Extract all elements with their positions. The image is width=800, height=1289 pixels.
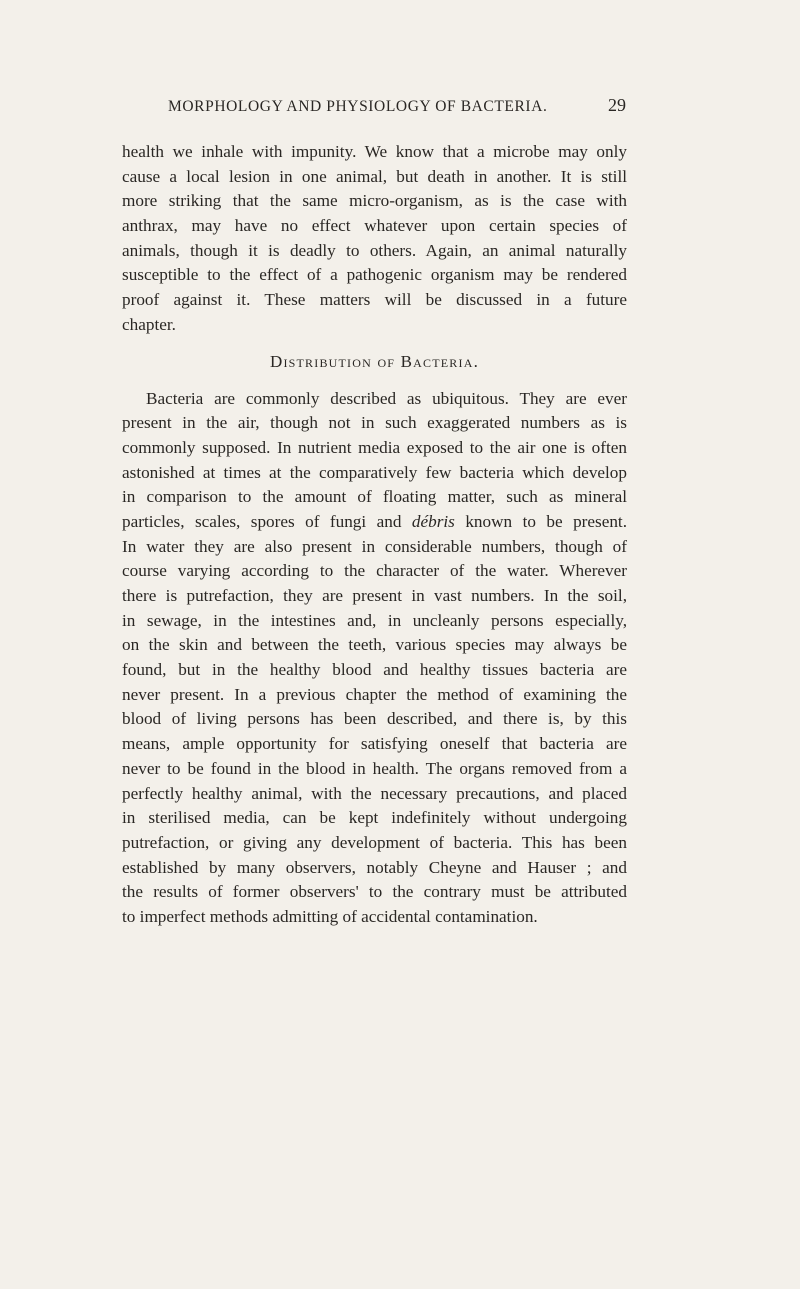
text-line: never to be found in the blood in health. The organs removed from a: [122, 758, 627, 778]
text-line: proof against it. These matters will be discussed in a future: [122, 290, 627, 310]
text-line: chapter.: [122, 314, 176, 334]
text-line: putrefaction, or giving any development of bacteria. This has been: [122, 832, 627, 852]
text-line: susceptible to the effect of a pathogenic organism may be rendered: [122, 265, 627, 285]
text-line: astonished at times at the comparatively few bacteria which develop: [122, 462, 627, 482]
text-line: animals, though it is deadly to others. Again, an animal naturally: [122, 240, 627, 260]
text-line: established by many observers, notably Cheyne and Hauser ; and: [122, 857, 627, 877]
text-line: never present. In a previous chapter the method of examining the: [122, 684, 627, 704]
text-line: health we inhale with impunity. We know that a microbe may only: [122, 142, 627, 161]
text-line: on the skin and between the teeth, various species may always be: [122, 635, 627, 655]
page-number: 29: [608, 95, 626, 115]
text-segment: particles, scales, spores of fungi and: [122, 511, 412, 531]
text-line: means, ample opportunity for satisfying oneself that bacteria are: [122, 734, 627, 754]
text-line: present in the air, though not in such exaggerated numbers as is: [122, 413, 627, 433]
text-line: to imperfect methods admitting of accidental contamination.: [122, 906, 538, 926]
text-line: anthrax, may have no effect whatever upon certain species of: [122, 216, 627, 236]
text-line: commonly supposed. In nutrient media exposed to the air one is often: [122, 437, 627, 457]
text-line: found, but in the healthy blood and healthy tissues bacteria are: [122, 660, 627, 680]
running-header: [168, 95, 626, 116]
text-line: in sewage, in the intestines and, in uncleanly persons especially,: [122, 610, 627, 630]
running-title: MORPHOLOGY AND PHYSIOLOGY OF BACTERIA.: [168, 98, 548, 115]
text-segment: known to be present.: [454, 511, 627, 531]
text-line-with-italic: [122, 510, 627, 535]
text-line: perfectly healthy animal, with the necessary precautions, and placed: [122, 783, 627, 803]
text-line: in sterilised media, can be kept indefinitely without undergoing: [122, 808, 627, 828]
text-line: in comparison to the amount of floating matter, such as mineral: [122, 487, 627, 507]
text-line: course varying according to the character of the water. Wherever: [122, 561, 627, 581]
text-line: more striking that the same micro-organism, as is the case with: [122, 191, 627, 211]
italic-word: débris: [411, 511, 455, 531]
text-line: blood of living persons has been described, and there is, by this: [122, 709, 627, 729]
text-line: cause a local lesion in one animal, but death in another. It is still: [122, 166, 627, 186]
text-line: Bacteria are commonly described as ubiquitous. They are ever: [146, 388, 627, 408]
body-text: [122, 140, 627, 930]
text-line: the results of former observers' to the contrary must be attributed: [122, 882, 627, 902]
section-heading: Distribution of Bacteria.: [269, 351, 480, 371]
text-line: In water they are also present in considerable numbers, though of: [122, 536, 627, 556]
paragraph-continued: [122, 140, 627, 338]
text-line: there is putrefaction, they are present in vast numbers. In the soil,: [122, 586, 627, 605]
paragraph-distribution: [122, 387, 627, 930]
